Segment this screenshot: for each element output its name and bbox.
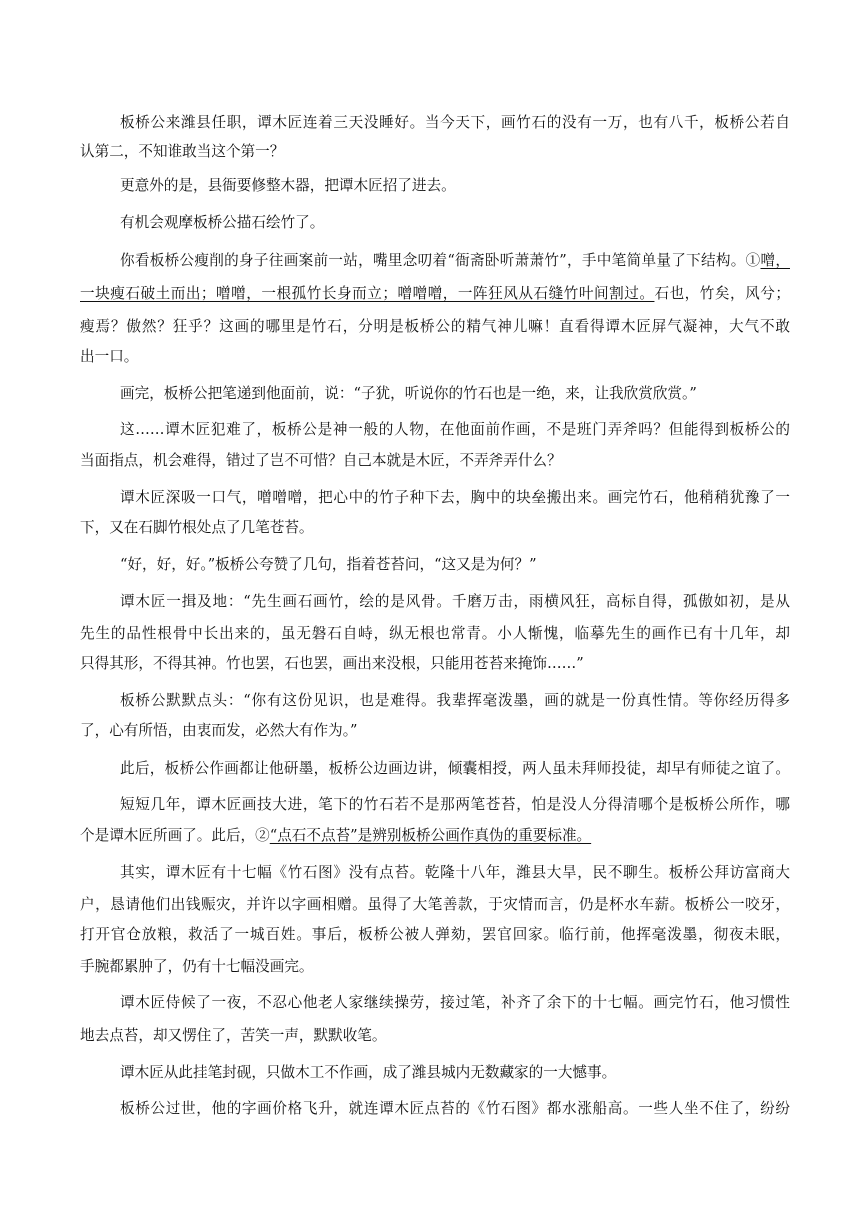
text-line (80, 1025, 790, 1047)
text-segment: 板桥公默默点头：“你有这份见识，也是难得。我辈挥毫泼墨，画的就是一份真性情。等你经历得多 (120, 692, 790, 709)
text-line (120, 383, 790, 405)
text-line (120, 758, 790, 780)
text-line (120, 250, 790, 272)
text-line (120, 591, 790, 613)
underlined-text: “点石不点苔”是辨别板桥公画作真伪的重要标准。 (269, 827, 592, 844)
text-line (80, 283, 790, 305)
underlined-text: 一块瘦石破土而出；噌噌，一根孤竹长身而立；噌噌噌，一阵狂风从石缝竹叶间割过。 (80, 285, 655, 302)
text-segment: 短短几年，谭木匠画技大进，笔下的竹石若不是那两笔苍苔，怕是没人分得清哪个是板桥公所作，哪 (120, 796, 790, 813)
text-line (80, 825, 790, 847)
text-segment: 下，又在石脚竹根处点了几笔苍苔。 (80, 519, 314, 536)
text-segment: 这……谭木匠犯难了，板桥公是神一般的人物，在他面前作画，不是班门弄斧吗？但能得到板桥公的 (120, 421, 790, 438)
text-segment: 地去点苔，却又愣住了，苦笑一声，默默收笔。 (80, 1027, 387, 1044)
text-line (80, 720, 790, 742)
text-segment: 石也，竹矣，风兮； (654, 285, 790, 302)
text-segment: 画完，板桥公把笔递到他面前，说：“子犹，听说你的竹石也是一绝，来，让我欣赏欣赏。” (120, 385, 697, 402)
text-line (120, 175, 790, 197)
text-segment: 板桥公来潍县任职，谭木匠连着三天没睡好。当今天下，画竹石的没有一万，也有八千，板桥公若自 (120, 114, 790, 131)
text-line (120, 554, 790, 576)
text-segment: 更意外的是，县衙要修整木器，把谭木匠招了进去。 (120, 177, 456, 194)
text-line (120, 212, 790, 234)
text-line (80, 346, 790, 368)
text-line (80, 316, 790, 338)
text-line (80, 924, 790, 946)
text-segment: “好，好，好。”板桥公夸赞了几句，指着苍苔问，“这又是为何？” (120, 556, 537, 573)
text-line (120, 794, 790, 816)
text-segment: 此后，板桥公作画都让他研墨，板桥公边画边讲，倾囊相授，两人虽未拜师投徒，却早有师徒之谊了。 (120, 760, 790, 777)
text-line (120, 419, 790, 441)
text-line (80, 141, 790, 163)
text-segment: 谭木匠侍候了一夜，不忍心他老人家继续操劳，接过笔，补齐了余下的十七幅。画完竹石，他习惯性 (120, 994, 790, 1011)
text-segment: 有机会观摩板桥公描石绘竹了。 (120, 214, 325, 231)
text-segment: 瘦焉？傲然？狂乎？这画的哪里是竹石，分明是板桥公的精气神儿嘛！直看得谭木匠屏气凝神，大气不敢 (80, 318, 790, 335)
text-line (120, 862, 790, 884)
text-line (80, 517, 790, 539)
text-line (120, 1098, 790, 1120)
text-segment: 个是谭木匠所画了。此后，② (80, 827, 270, 844)
text-segment: 手腕都累肿了，仍有十七幅没画完。 (80, 958, 314, 975)
text-line (80, 894, 790, 916)
text-segment: 出一口。 (80, 348, 139, 365)
text-segment: 当面指点，机会难得，错过了岂不可惜？自己本就是木匠，不弄斧弄什么？ (80, 452, 562, 469)
text-segment: 认第二，不知谁敢当这个第一？ (80, 143, 285, 160)
text-line (120, 690, 790, 712)
text-segment: 了，心有所悟，由衷而发，必然大有作为。” (80, 722, 358, 739)
text-segment: 谭木匠一揖及地：“先生画石画竹，绘的是风骨。千磨万击，雨横风狂，高标自得，孤傲如初，是从 (120, 593, 790, 610)
text-segment: 你看板桥公瘦削的身子往画案前一站，嘴里念叨着“衙斋卧听萧萧竹”，手中笔简单量了下结构。① (120, 252, 761, 269)
text-segment: 谭木匠从此挂笔封砚，只做木工不作画，成了潍县城内无数藏家的一大憾事。 (120, 1064, 617, 1081)
text-line (80, 623, 790, 645)
text-line (120, 1062, 790, 1084)
text-segment: 板桥公过世，他的字画价格飞升，就连谭木匠点苔的《竹石图》都水涨船高。一些人坐不住了，纷纷 (120, 1100, 790, 1117)
text-segment: 只得其形，不得其神。竹也罢，石也罢，画出来没根，只能用苍苔来掩饰……” (80, 655, 584, 672)
text-line (120, 112, 790, 134)
text-segment: 户，恳请他们出钱赈灾，并许以字画相赠。虽得了大笔善款，于灾情而言，仍是杯水车薪。板桥公一咬牙， (80, 896, 790, 913)
text-line (120, 487, 790, 509)
text-segment: 打开官仓放粮，救活了一城百姓。事后，板桥公被人弹劾，罢官回家。临行前，他挥毫泼墨，彻夜未眠， (80, 926, 790, 943)
text-segment: 谭木匠深吸一口气，噌噌噌，把心中的竹子种下去，胸中的块垒搬出来。画完竹石，他稍稍犹豫了一 (120, 489, 790, 506)
underlined-text: 噌， (760, 252, 790, 269)
text-line (80, 450, 790, 472)
text-segment: 先生的品性根骨中长出来的，虽无磐石自峙，纵无根也常青。小人惭愧，临摹先生的画作已有十几年，却 (80, 625, 790, 642)
text-segment: 其实，谭木匠有十七幅《竹石图》没有点苔。乾隆十八年，潍县大旱，民不聊生。板桥公拜访富商大 (120, 864, 790, 881)
text-line (80, 653, 790, 675)
text-line (120, 992, 790, 1014)
text-line (80, 956, 790, 978)
